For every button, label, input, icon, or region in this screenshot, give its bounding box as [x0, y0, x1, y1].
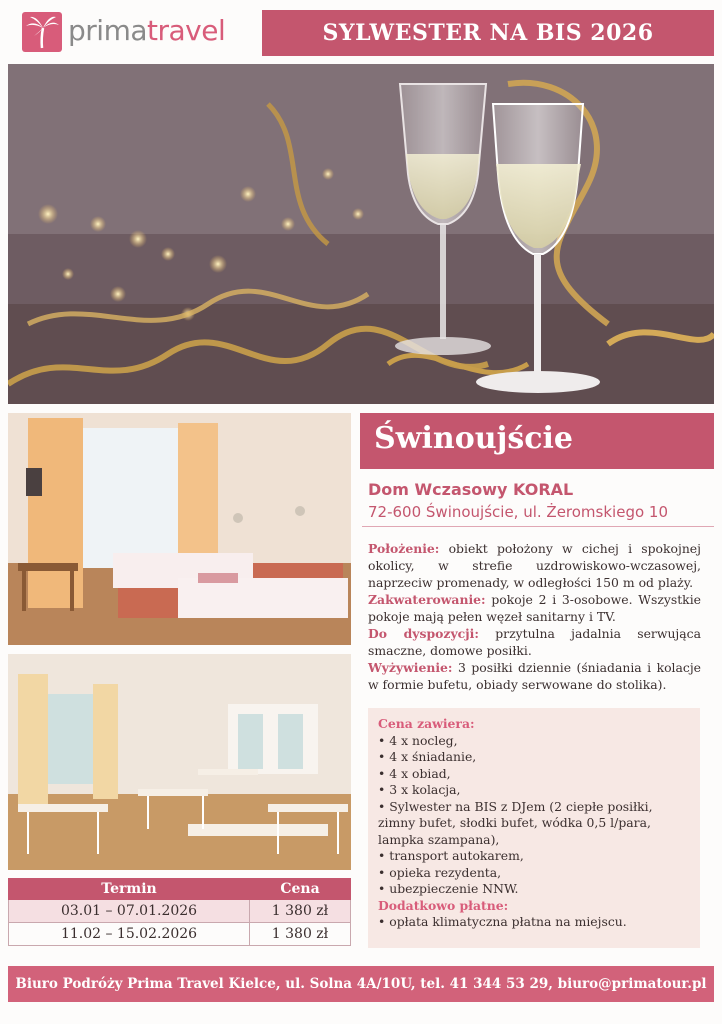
description-board: [368, 659, 701, 693]
price-cell: 1 380 zł: [250, 923, 351, 946]
term-cell: 03.01 – 07.01.2026: [9, 900, 250, 923]
dates-table: [8, 878, 351, 946]
list-item: • ubezpieczenie NNW.: [378, 881, 519, 896]
description-location: [368, 540, 701, 591]
room-photo: [8, 413, 351, 645]
term-cell: 11.02 – 15.02.2026: [9, 923, 250, 946]
list-item: • 4 x śniadanie,: [378, 749, 477, 764]
table-row: [9, 900, 351, 923]
logo-text-travel: travel: [147, 14, 226, 47]
price-includes-header: Cena zawiera:: [378, 716, 475, 731]
list-item: • opłata klimatyczna płatna na miejscu.: [378, 914, 627, 929]
dining-hall-with-tables-icon: [8, 654, 351, 870]
title-bar: [262, 10, 714, 56]
dining-photo: [8, 654, 351, 870]
price-includes-list: [378, 733, 692, 898]
description-facilities: [368, 625, 701, 659]
footer-contact: Biuro Podróży Prima Travel Kielce, ul. Solna 4A/10U, tel. 41 344 53 29, biuro@primatour.pl: [15, 976, 707, 992]
description-accommodation: [368, 591, 701, 625]
champagne-glasses-with-golden-ribbons-icon: [8, 64, 714, 404]
page-title: SYLWESTER NA BIS 2026: [322, 20, 654, 46]
list-item: • 3 x kolacja,: [378, 782, 461, 797]
description: [368, 540, 701, 693]
table-header-row: [9, 879, 351, 900]
description-label: Zakwaterowanie:: [368, 592, 486, 607]
venue-address: 72-600 Świnoujście, ul. Żeromskiego 10: [368, 503, 668, 521]
hero-photo: [8, 64, 714, 404]
price-extra-list: [378, 914, 692, 931]
description-label: Wyżywienie:: [368, 660, 453, 675]
description-text: 3 posiłki dziennie (śniadania i kolacje w formie bufetu, obiady serwowane do stolika).: [368, 660, 701, 692]
hotel-room-with-twin-beds-icon: [8, 413, 351, 645]
description-text: przytulna jadalnia serwująca smaczne, domowe posiłki.: [368, 626, 701, 658]
footer: [8, 966, 714, 1002]
logo: [22, 12, 242, 54]
venue-name: Dom Wczasowy KORAL: [368, 480, 574, 499]
list-item: • transport autokarem,: [378, 848, 524, 863]
description-text: pokoje 2 i 3-osobowe. Wszystkie pokoje mają pełen węzeł sanitarny i TV.: [368, 592, 701, 624]
column-header-term: Termin: [9, 879, 250, 900]
venue-info: [368, 480, 714, 521]
description-label: Położenie:: [368, 541, 440, 556]
logo-text-prima: prima: [68, 14, 147, 47]
column-header-price: Cena: [250, 879, 351, 900]
price-box: [368, 708, 700, 948]
price-cell: 1 380 zł: [250, 900, 351, 923]
palm-tree-icon: [22, 12, 62, 52]
city-title: Świnoujście: [374, 421, 574, 456]
description-label: Do dyspozycji:: [368, 626, 479, 641]
list-item: • Sylwester na BIS z DJem (2 ciepłe posiłki, zimny bufet, słodki bufet, wódka 0,5 l/para, lampka szampana),: [378, 798, 653, 847]
description-text: obiekt położony w cichej i spokojnej okolicy, w strefie uzdrowiskowo-wczasowej, naprzeciw promenady, w odległości 150 m od plaży.: [368, 541, 701, 590]
list-item: • 4 x obiad,: [378, 765, 451, 781]
city-bar: [360, 413, 714, 469]
list-item: • opieka rezydenta,: [378, 864, 502, 880]
divider: [362, 526, 714, 527]
list-item: • 4 x nocleg,: [378, 732, 458, 748]
table-row: [9, 923, 351, 946]
price-extra-header: Dodatkowo płatne:: [378, 897, 509, 913]
logo-text: [68, 14, 225, 47]
